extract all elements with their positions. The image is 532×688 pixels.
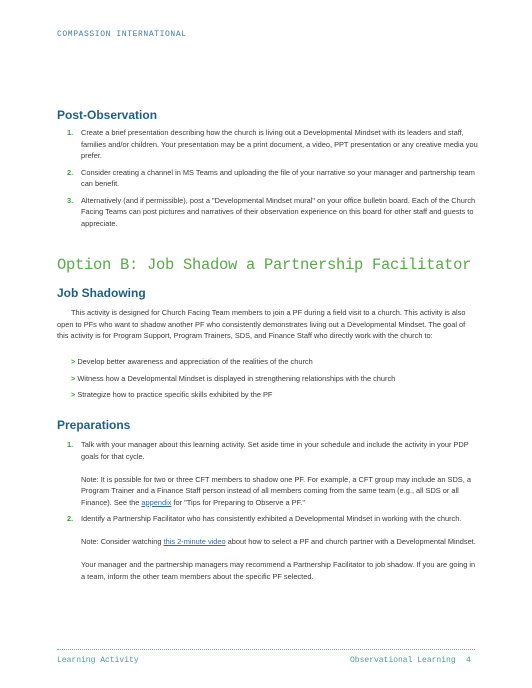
chevron-right-icon: > xyxy=(71,373,76,383)
footer-section: Observational Learning xyxy=(350,656,456,665)
list-number: 2. xyxy=(67,167,74,177)
list-number: 1. xyxy=(67,440,74,449)
list-item-text: Alternatively (and if permissible), post a "Developmental Mindset mural" on your office bulletin board. Each of the Church Facing Teams can post pictures and narratives of their observation experience on this board for other staff and guests to appreciate. xyxy=(81,195,476,228)
list-number: 1. xyxy=(67,128,74,137)
goals-list xyxy=(71,354,471,404)
org-header: COMPASSION INTERNATIONAL xyxy=(57,30,187,39)
list-item xyxy=(67,513,479,582)
list-item-text: Create a brief presentation describing how the church is living out a Developmental Mindset with its leaders and staff, families and/or children. Your presentation may be a print document, a video, PPT presentation or any creative media you prefer. xyxy=(81,128,478,160)
list-item xyxy=(67,195,479,230)
footer-divider xyxy=(57,649,475,650)
list-item-text: Consider creating a channel in MS Teams and uploading the file of your narrative so your manager and partnership team can benefit. xyxy=(81,167,475,188)
list-item-text: Talk with your manager about this learning activity. Set aside time in your schedule and include the activity in your PDP goals for that cycle. xyxy=(81,440,469,461)
list-item-text: Strategize how to practice specific skills exhibited by the PF xyxy=(77,390,273,399)
job-shadowing-intro: This activity is designed for Church Facing Team members to join a PF during a field visit to a church. This activity is also open to PFs who want to shadow another PF who consistently demonstrates living out a Developmental Mindset. The goal of this activity is for Program Support, Program Trainers, SDS, and Finance Staff who directly work with the church to: xyxy=(57,308,466,340)
footer-left: Learning Activity xyxy=(57,656,139,665)
option-b-title: Option B: Job Shadow a Partnership Facilitator xyxy=(57,256,472,274)
chevron-right-icon: > xyxy=(71,390,76,399)
list-item xyxy=(71,354,471,371)
list-item xyxy=(71,387,471,404)
list-number: 3. xyxy=(67,195,74,205)
manager-paragraph: Your manager and the partnership managers may recommend a Partnership Facilitator to job shadow. If you are going in a team, inform the other team members about the specific PF selected. xyxy=(81,560,476,581)
preparations-heading: Preparations xyxy=(57,418,131,432)
appendix-link[interactable]: appendix xyxy=(141,497,172,507)
page-number: 4 xyxy=(466,656,471,665)
list-item-text: Develop better awareness and appreciation of the realities of the church xyxy=(77,357,313,366)
chevron-right-icon: > xyxy=(71,357,76,366)
post-observation-list xyxy=(67,127,479,229)
video-link[interactable]: this 2-minute video xyxy=(163,537,226,546)
list-item xyxy=(67,127,479,162)
post-observation-heading: Post-Observation xyxy=(57,108,158,122)
note-paragraph: Note: Consider watching this 2-minute video about how to select a PF and church partner with a Developmental Mindset. xyxy=(81,537,476,546)
list-item-text: Witness how a Developmental Mindset is displayed in strengthening relationships with the church xyxy=(77,373,396,383)
list-item xyxy=(71,371,471,388)
preparations-list xyxy=(67,439,479,582)
list-number: 2. xyxy=(67,514,74,523)
note-paragraph: Note: It is possible for two or three CFT members to shadow one PF. For example, a CFT group may include an SDS, a Program Trainer and a Finance Staff person instead of all members coming from the same team (e.g., all SDS or all Finance). See the appendix for "Tips for Preparing to Observe a PF." xyxy=(81,474,471,507)
job-shadowing-heading: Job Shadowing xyxy=(57,286,146,300)
list-item xyxy=(67,439,479,508)
list-item-text: Identify a Partnership Facilitator who has consistently exhibited a Developmental Mindset in working with the church. xyxy=(81,514,462,523)
list-item xyxy=(67,167,479,190)
